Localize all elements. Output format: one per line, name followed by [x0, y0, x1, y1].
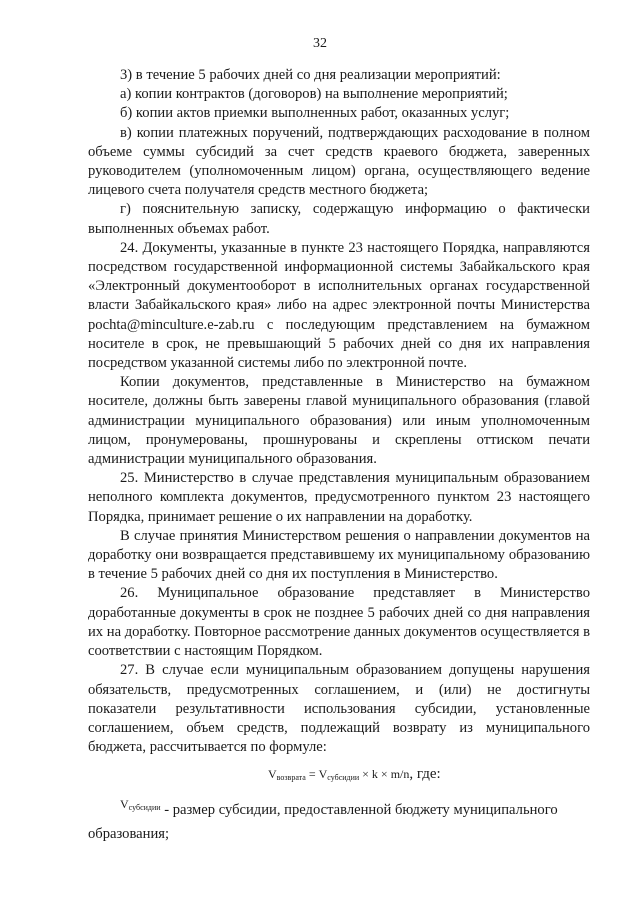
page-number: 32 [313, 36, 327, 51]
formula-lhs-subscript: возврата [276, 773, 306, 782]
paragraph-24: 24. Документы, указанные в пункте 23 настоящего Порядка, направляются посредством государственной информационной системы Забайкальского края «Электронный документооборот в исполнительных органах государственной власти Забайкальского края» либо на адрес электронной почты Министерства pochta@minculture.e-zab.ru с последующим представлением на бумажном носителе в срок, не превышающий 5 рабочих дней со дня их направления посредством указанной системы либо по электронной почте. [88, 239, 590, 372]
paragraph-24-copies: Копии документов, представленные в Министерство на бумажном носителе, должны быть заверены главой муниципального образования (главой администрации муниципального образования) или иным уполномоченным лицом, пронумерованы, прошнурованы и скреплены оттиском печати администрации муниципального образования. [88, 374, 590, 468]
paragraph-27: 27. В случае если муниципальным образованием допущены нарушения обязательств, предусмотренных соглашением, и (или) не достигнуты показатели результативности использования субсидии, установленные соглашением, объем средств, подлежащий возврату из муниципального бюджета, рассчитывается по формуле: [88, 662, 590, 756]
definition-text: - размер субсидии, предоставленной бюджету муниципального образования; [88, 802, 558, 842]
definition-symbol-letter: V [120, 797, 129, 811]
definition-symbol [120, 797, 161, 811]
refund-formula [268, 766, 441, 783]
paragraph-item-3: 3) в течение 5 рабочих дней со дня реализации мероприятий: [120, 67, 501, 83]
paragraph-25: 25. Министерство в случае представления муниципальным образованием неполного комплекта документов, предусмотренного пунктом 23 настоящего Порядка, принимает решение о их направлении на доработку. [88, 470, 590, 525]
definition-symbol-subscript: субсидии [128, 803, 161, 812]
paragraph-item-v: в) копии платежных поручений, подтверждающих расходование в полном объеме суммы субсидий за счет средств краевого бюджета, заверенных руководителем (уполномоченным лицом) органа, осуществляющего ведение лицевого счета получателя средств местного бюджета; [88, 124, 590, 199]
formula-rest: × k × m/n [359, 767, 410, 781]
formula-lhs: V [268, 767, 277, 781]
paragraph-26: 26. Муниципальное образование представляет в Министерство доработанные документы в срок не позднее 5 рабочих дней со дня направления их на доработку. Повторное рассмотрение данных документов осуществляется в соответствии с настоящим Порядком. [88, 585, 590, 660]
body-text [88, 66, 590, 757]
formula-rhs-subscript: субсидии [327, 773, 360, 782]
formula-where: , где: [409, 766, 441, 782]
paragraph-item-g: г) пояснительную записку, содержащую информацию о фактически выполненных объемах работ. [88, 201, 590, 237]
formula-equals: = [305, 767, 319, 781]
paragraph-25-return: В случае принятия Министерством решения о направлении документов на доработку они возвращается представившему их муниципальному образованию в течение 5 рабочих дней со дня их поступления в Министерство. [88, 527, 590, 583]
definition-subsidy [88, 797, 590, 844]
paragraph-item-a: а) копии контрактов (договоров) на выполнение мероприятий; [120, 86, 508, 103]
paragraph-item-b: б) копии актов приемки выполненных работ, оказанных услуг; [120, 105, 510, 122]
formula-rhs-v: V [318, 767, 328, 781]
